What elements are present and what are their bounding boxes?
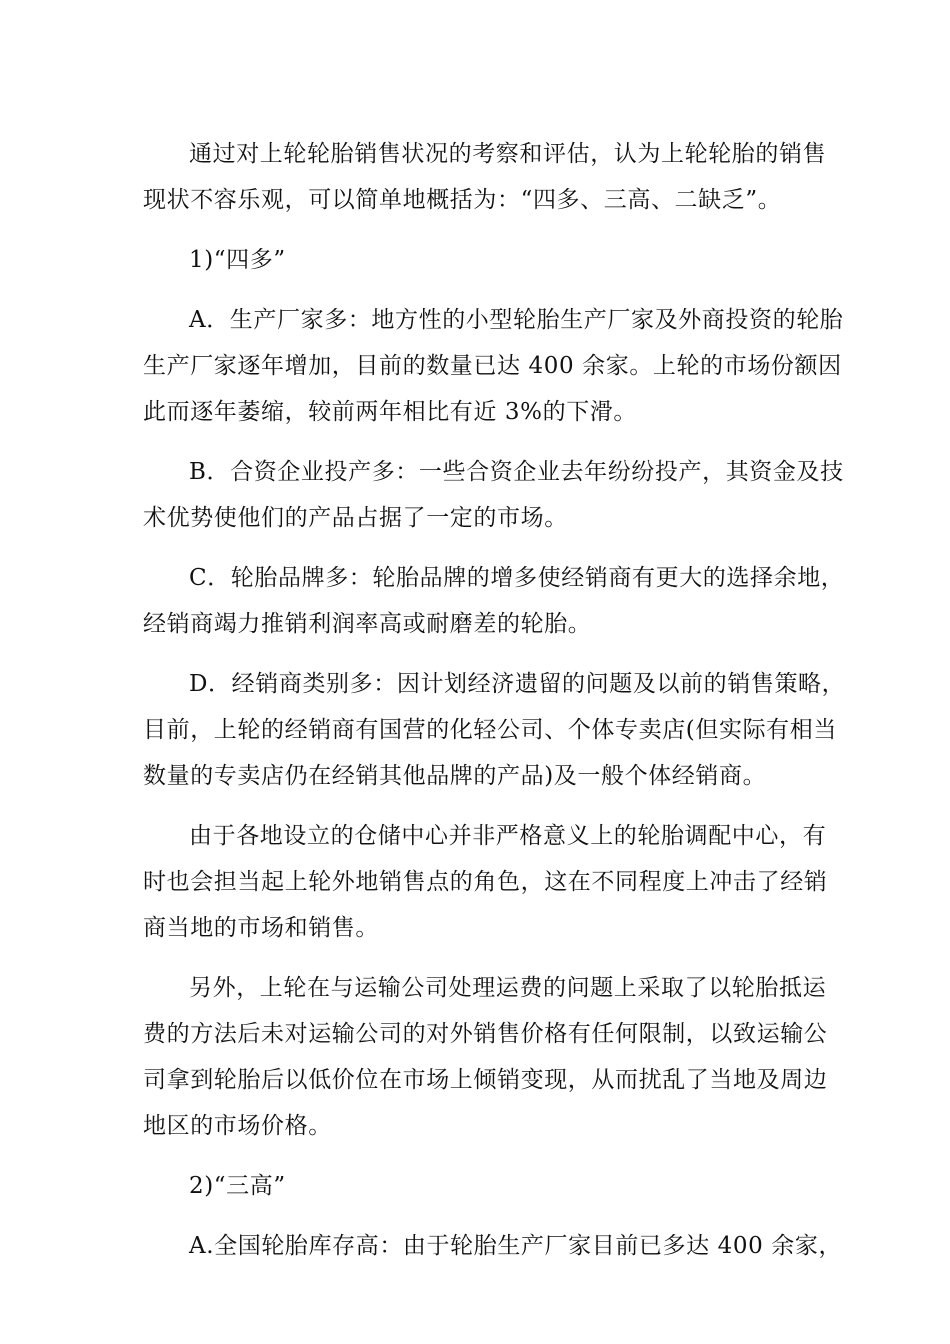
text-line: 费的方法后未对运输公司的对外销售价格有任何限制，以致运输公 [143, 1021, 828, 1047]
text-line: 数量的专卖店仍在经销其他品牌的产品)及一般个体经销商。 [143, 763, 767, 789]
text-line: A．生产厂家多：地方性的小型轮胎生产厂家及外商投资的轮胎 [189, 307, 844, 333]
text-line: B．合资企业投产多：一些合资企业去年纷纷投产，其资金及技 [189, 459, 844, 485]
text-line: 经销商竭力推销利润率高或耐磨差的轮胎。 [143, 611, 592, 637]
text-line: 通过对上轮轮胎销售状况的考察和评估，认为上轮轮胎的销售 [189, 141, 827, 167]
paragraph-warehouse [143, 813, 828, 951]
text-line: 2)“三高” [189, 1173, 286, 1199]
text-line: 时也会担当起上轮外地销售点的角色，这在不同程度上冲击了经销 [143, 869, 828, 895]
text-line: 司拿到轮胎后以低价位在市场上倾销变现，从而扰乱了当地及周边 [143, 1067, 828, 1093]
text-line: 另外，上轮在与运输公司处理运费的问题上采取了以轮胎抵运 [189, 975, 827, 1001]
text-line: 地区的市场价格。 [143, 1113, 332, 1139]
text-line: 此而逐年萎缩，较前两年相比有近 3%的下滑。 [143, 399, 637, 425]
text-line: 生产厂家逐年增加，目前的数量已达 400 余家。上轮的市场份额因 [143, 353, 842, 379]
text-line: D．经销商类别多：因计划经济遗留的问题及以前的销售策略， [189, 671, 846, 697]
text-line: 术优势使他们的产品占据了一定的市场。 [143, 505, 568, 531]
text-line: 由于各地设立的仓储中心并非严格意义上的轮胎调配中心，有 [189, 823, 827, 849]
section-heading-four-many [143, 237, 807, 283]
paragraph-item-b [143, 449, 844, 541]
text-line: C．轮胎品牌多：轮胎品牌的增多使经销商有更大的选择余地， [189, 565, 845, 591]
text-line: 商当地的市场和销售。 [143, 915, 379, 941]
text-line: 1)“四多” [189, 247, 286, 273]
paragraph-item-c [143, 555, 845, 647]
document-body [143, 131, 846, 1283]
section-heading-three-high [143, 1163, 807, 1209]
text-line: A.全国轮胎库存高：由于轮胎生产厂家目前已多达 400 余家， [189, 1233, 843, 1259]
text-line: 目前，上轮的经销商有国营的化轻公司、个体专卖店(但实际有相当 [143, 717, 837, 743]
text-line: 现状不容乐观，可以简单地概括为：“四多、三高、二缺乏”。 [143, 187, 782, 213]
paragraph-item-a [143, 297, 844, 435]
paragraph-inventory [143, 1223, 843, 1269]
paragraph-freight [143, 965, 828, 1149]
paragraph-item-d [143, 661, 846, 799]
paragraph-intro [143, 131, 827, 223]
